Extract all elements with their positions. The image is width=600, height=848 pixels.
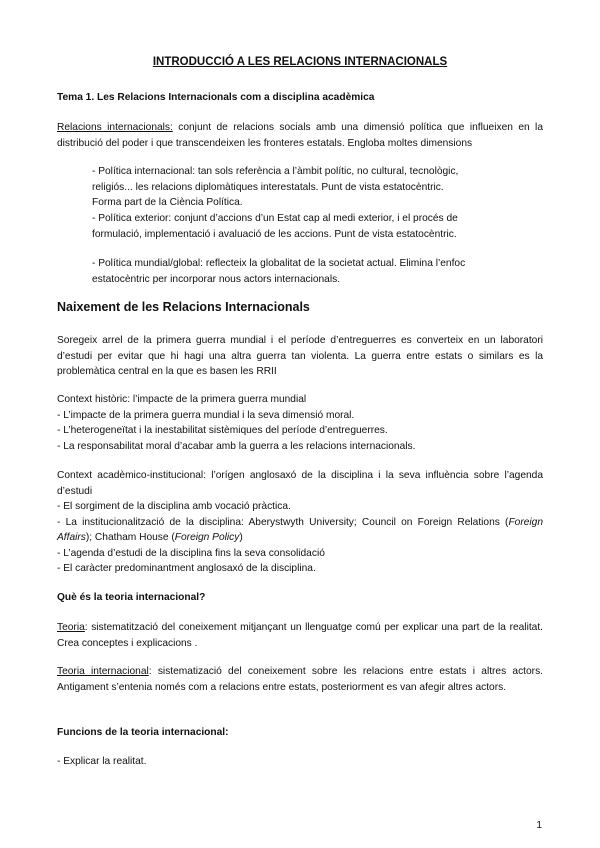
list-item: - L’agenda d’estudi de la disciplina fins la seva consolidació — [57, 547, 325, 559]
context-academic-block — [57, 468, 543, 577]
naixement-heading: Naixement de les Relacions Internacionals — [57, 300, 310, 314]
dimension-politica-internacional: - Política internacional: tan sols referència a l’àmbit polític, no cultural, tecnològic, religiós... les relacions diplomàtiques interestatals. Punt de vista estatocèntric. Forma part de la Ciència Política. — [92, 166, 459, 208]
funcions-item: - Explicar la realitat. — [57, 756, 147, 767]
list-item: - El caràcter predominantment anglosaxó de la disciplina. — [57, 563, 316, 574]
closing-paren: ) — [239, 532, 243, 543]
definicio-text: conjunt de relacions socials amb una dimensió política que influeixen en la distribució del poder i que transcendeixen les fronteres estatals. Engloba moltes dimensions — [57, 122, 543, 149]
context-academic-heading: Context acadèmico-institucional: l’orígen anglosaxó de la disciplina i la seva influència sobre l’agenda d’estudi — [57, 470, 543, 497]
tema-heading: Tema 1. Les Relacions Internacionals com a disciplina acadèmica — [57, 92, 375, 103]
definicio-term: Relacions internacionals: — [57, 122, 173, 133]
list-item — [57, 515, 543, 546]
teoria-internacional-term: Teoria internacional — [57, 666, 149, 677]
dimension-politica-exterior: - Política exterior: conjunt d’accions d’un Estat cap al medi exterior, i el procés de formulació, implementació i avaluació de les accions. Punt de vista estatocèntric. — [92, 213, 458, 240]
context-historic-heading: Context històric: l’impacte de la primera guerra mundial — [57, 394, 307, 405]
institucionalitzacio-text: - La institucionalització de la disciplina: Aberystwyth University; Council on Foreign Relations ( — [57, 516, 509, 528]
teoria-term: Teoria — [57, 622, 85, 633]
teoria-heading: Què és la teoria internacional? — [57, 592, 206, 603]
page-number: 1 — [536, 820, 542, 831]
document-title: INTRODUCCIÓ A LES RELACIONS INTERNACIONALS — [152, 56, 448, 68]
definicio-paragraph — [57, 120, 543, 151]
list-item: - El sorgiment de la disciplina amb vocació pràctica. — [57, 501, 291, 512]
teoria-paragraph — [57, 620, 543, 651]
chatham-house-text: ); Chatham House ( — [85, 532, 175, 543]
list-item: - La responsabilitat moral d’acabar amb la guerra a les relacions internacionals. — [57, 440, 416, 452]
teoria-internacional-paragraph — [57, 664, 543, 695]
list-item: - L’impacte de la primera guerra mundial i la seva dimensió moral. — [57, 409, 355, 421]
teoria-internacional-text: : sistematizació del coneixement sobre les relacions entre estats i altres actors. Antigament s’entenia només com a relacions entre estats, posteriorment es van afegir altres actors. — [57, 666, 543, 693]
foreign-policy-text: Foreign Policy — [174, 532, 240, 543]
list-item: - L’heterogeneïtat i la inestabilitat sistèmiques del període d’entreguerres. — [57, 425, 388, 436]
dimension-politica-mundial: - Política mundial/global: reflecteix la globalitat de la societat actual. Elimina l’enfoc estatocèntric per incorporar nous actors internacionals. — [92, 258, 466, 285]
context-historic-block — [57, 392, 543, 454]
foreign-affairs-text: Foreign Affairs — [57, 516, 543, 543]
funcions-heading: Funcions de la teoria internacional: — [57, 727, 229, 738]
naixement-paragraph: Soregeix arrel de la primera guerra mundial i el període d’entreguerres es converteix en un laboratori d’estudi per evitar que hi hagi una altra guerra tan violenta. La guerra entre estats o similars es la problemàtica central en la que es basen les RRII — [57, 335, 543, 377]
teoria-text: : sistematització del coneixement mitjançant un llenguatge comú per explicar una part de la realitat. Crea conceptes i explicacions . — [57, 622, 543, 649]
